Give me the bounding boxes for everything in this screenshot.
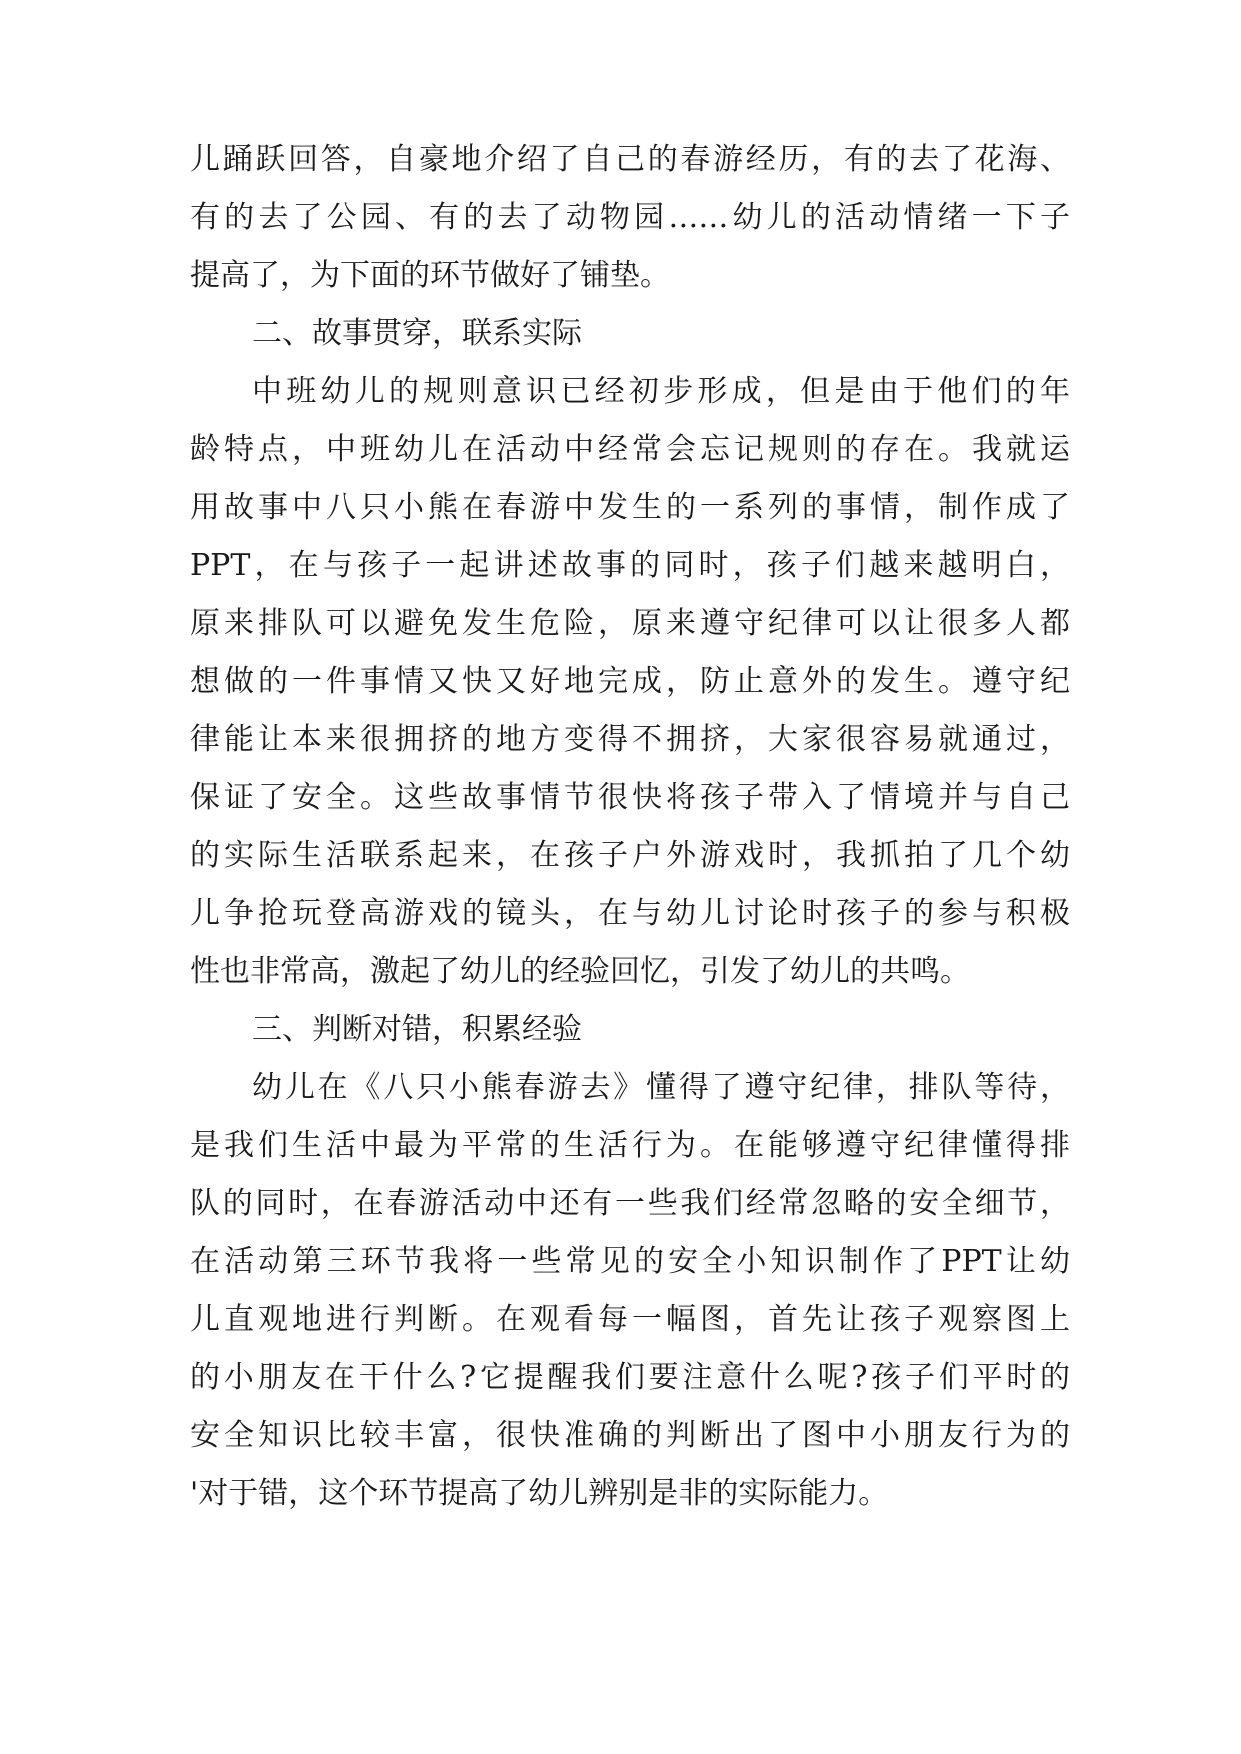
paragraph-line: 儿踊跃回答，自豪地介绍了自己的春游经历，有的去了花海、 [190,142,1070,177]
paragraph-line: 原来排队可以避免发生危险，原来遵守纪律可以让很多人都 [190,606,1070,641]
paragraph-line: 在活动第三环节我将一些常见的安全小知识制作了PPT让幼 [190,1244,1070,1279]
paragraph-line: 是我们生活中最为平常的生活行为。在能够遵守纪律懂得排 [190,1128,1070,1163]
paragraph-line: 想做的一件事情又快又好地完成，防止意外的发生。遵守纪 [190,664,1070,699]
paragraph-line: 儿争抢玩登高游戏的镜头，在与幼儿讨论时孩子的参与积极 [190,896,1070,931]
paragraph-line: 幼儿在《八只小熊春游去》懂得了遵守纪律，排队等待， [252,1070,1070,1105]
paragraph-line: 保证了安全。这些故事情节很快将孩子带入了情境并与自己 [190,780,1070,815]
paragraph-line: 律能让本来很拥挤的地方变得不拥挤，大家很容易就通过， [190,722,1070,757]
paragraph-line: 有的去了公园、有的去了动物园……幼儿的活动情绪一下子 [190,200,1070,235]
paragraph-line: 用故事中八只小熊在春游中发生的一系列的事情，制作成了 [190,490,1070,525]
paragraph-line: 安全知识比较丰富，很快准确的判断出了图中小朋友行为的 [190,1418,1070,1453]
paragraph-line: 的小朋友在干什么?它提醒我们要注意什么呢?孩子们平时的 [190,1360,1070,1395]
paragraph-line: 中班幼儿的规则意识已经初步形成，但是由于他们的年 [252,374,1070,409]
paragraph-line: 性也非常高，激起了幼儿的经验回忆，引发了幼儿的共鸣。 [190,954,970,989]
paragraph-line: 提高了，为下面的环节做好了铺垫。 [190,258,670,293]
paragraph-line: 龄特点，中班幼儿在活动中经常会忘记规则的存在。我就运 [190,432,1070,467]
paragraph-line: 队的同时，在春游活动中还有一些我们经常忽略的安全细节， [190,1186,1070,1221]
paragraph-line: 的实际生活联系起来，在孩子户外游戏时，我抓拍了几个幼 [190,838,1070,873]
section-heading: 二、故事贯穿，联系实际 [252,316,582,351]
paragraph-line: '对于错，这个环节提高了幼儿辨别是非的实际能力。 [190,1476,889,1511]
paragraph-line: 儿直观地进行判断。在观看每一幅图，首先让孩子观察图上 [190,1302,1070,1337]
paragraph-line: PPT，在与孩子一起讲述故事的同时，孩子们越来越明白， [190,548,1070,583]
section-heading: 三、判断对错，积累经验 [252,1012,582,1047]
